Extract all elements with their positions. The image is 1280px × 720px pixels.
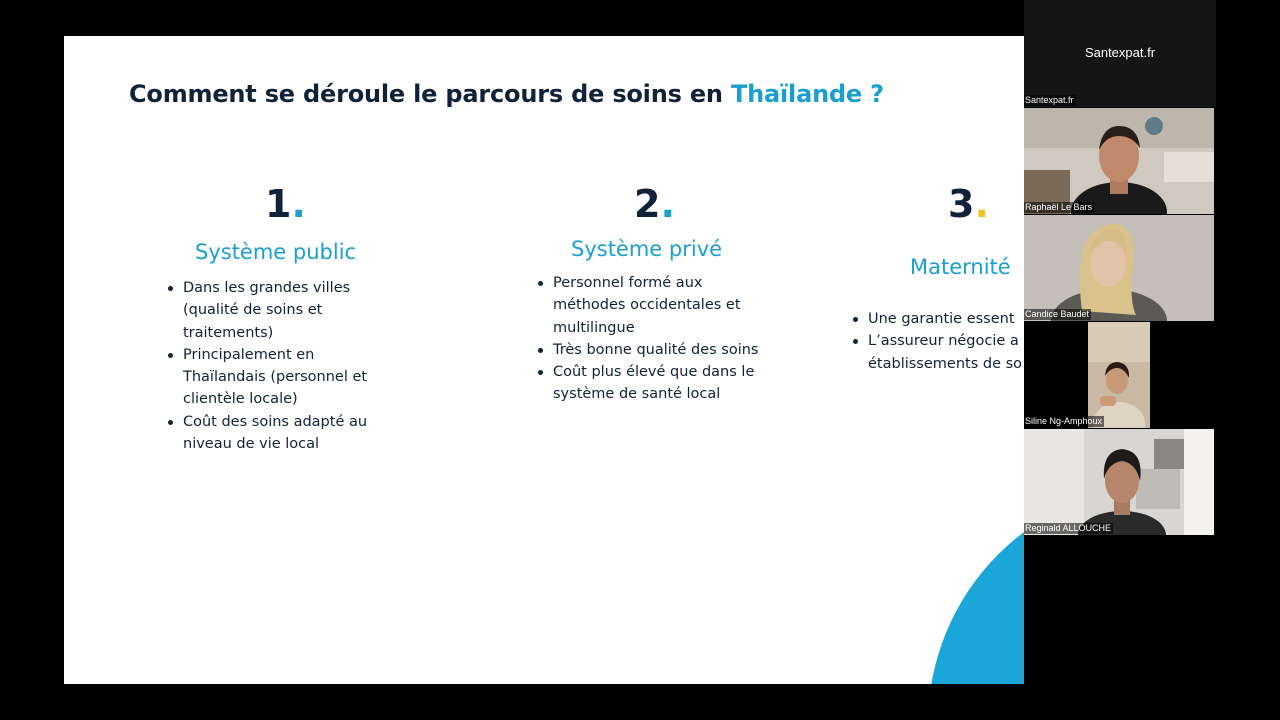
line: Coût des soins adapté au [183, 413, 368, 430]
line: Coût plus élevé que dans le [553, 364, 755, 381]
participant-video-tile[interactable] [1024, 215, 1214, 321]
bullet-list [168, 277, 367, 455]
column-number [265, 182, 306, 226]
line: méthodes occidentales et [553, 297, 741, 314]
number-text: 3 [948, 182, 975, 226]
bullet-item [538, 361, 758, 406]
column-number [634, 182, 675, 226]
slide-title-text: Comment se déroule le parcours de soins en [129, 80, 731, 108]
participant-video-image [1024, 215, 1214, 321]
number-dot: . [974, 182, 989, 226]
column-heading: Système privé [571, 237, 723, 261]
column-number [948, 182, 989, 226]
line: Personnel formé aux [553, 275, 703, 291]
bullet-item [853, 308, 1022, 330]
slide-title [129, 80, 884, 108]
number-dot: . [660, 182, 675, 226]
bullet-item [538, 272, 758, 339]
line: traitements) [183, 324, 274, 341]
line: niveau de vie local [183, 436, 320, 453]
number-text: 1 [265, 182, 292, 226]
line: multilingue [553, 319, 635, 336]
participant-video-image [1024, 108, 1214, 214]
line: L’assureur négocie a [868, 333, 1019, 350]
line: établissements de so [868, 355, 1023, 372]
line: Très bonne qualité des soins [553, 341, 759, 358]
participant-name: Candice Baudet [1025, 309, 1090, 319]
line: (qualité de soins et [183, 302, 323, 319]
participant-video-image [1024, 429, 1214, 535]
participant-name: Santexpat.fr [1025, 95, 1074, 105]
line: Principalement en [183, 346, 315, 363]
number-dot: . [291, 182, 306, 226]
line: clientèle locale) [183, 391, 298, 408]
participant-video-tile[interactable] [1024, 322, 1214, 428]
column-heading: Système public [195, 240, 357, 264]
bullet-item [168, 344, 367, 411]
bullet-item [168, 411, 367, 456]
line: Thaïlandais (personnel et [183, 369, 368, 386]
line: système de santé local [553, 386, 721, 403]
bullet-list [853, 308, 1022, 375]
column-heading: Maternité [910, 255, 1011, 279]
host-video-tile[interactable] [1024, 0, 1216, 107]
bullet-list [538, 272, 758, 406]
participant-name: Siline Ng-Amphoux [1025, 416, 1103, 426]
number-text: 2 [634, 182, 661, 226]
host-display-name: Santexpat.fr [1084, 45, 1156, 60]
line: Dans les grandes villes [183, 280, 351, 296]
line: Une garantie essent [868, 311, 1015, 327]
participant-video-image [1024, 322, 1214, 428]
participant-video-tile[interactable] [1024, 108, 1214, 214]
bullet-item [853, 330, 1022, 375]
participant-video-tile[interactable] [1024, 429, 1214, 535]
participant-name: Raphaël Le Bars [1025, 202, 1093, 212]
slide-title-accent: Thaïlande ? [730, 80, 884, 108]
participants-panel [1024, 0, 1216, 720]
bullet-item [168, 277, 367, 344]
participant-name: Reginald ALLOUCHE [1025, 523, 1112, 533]
bullet-item [538, 339, 758, 361]
